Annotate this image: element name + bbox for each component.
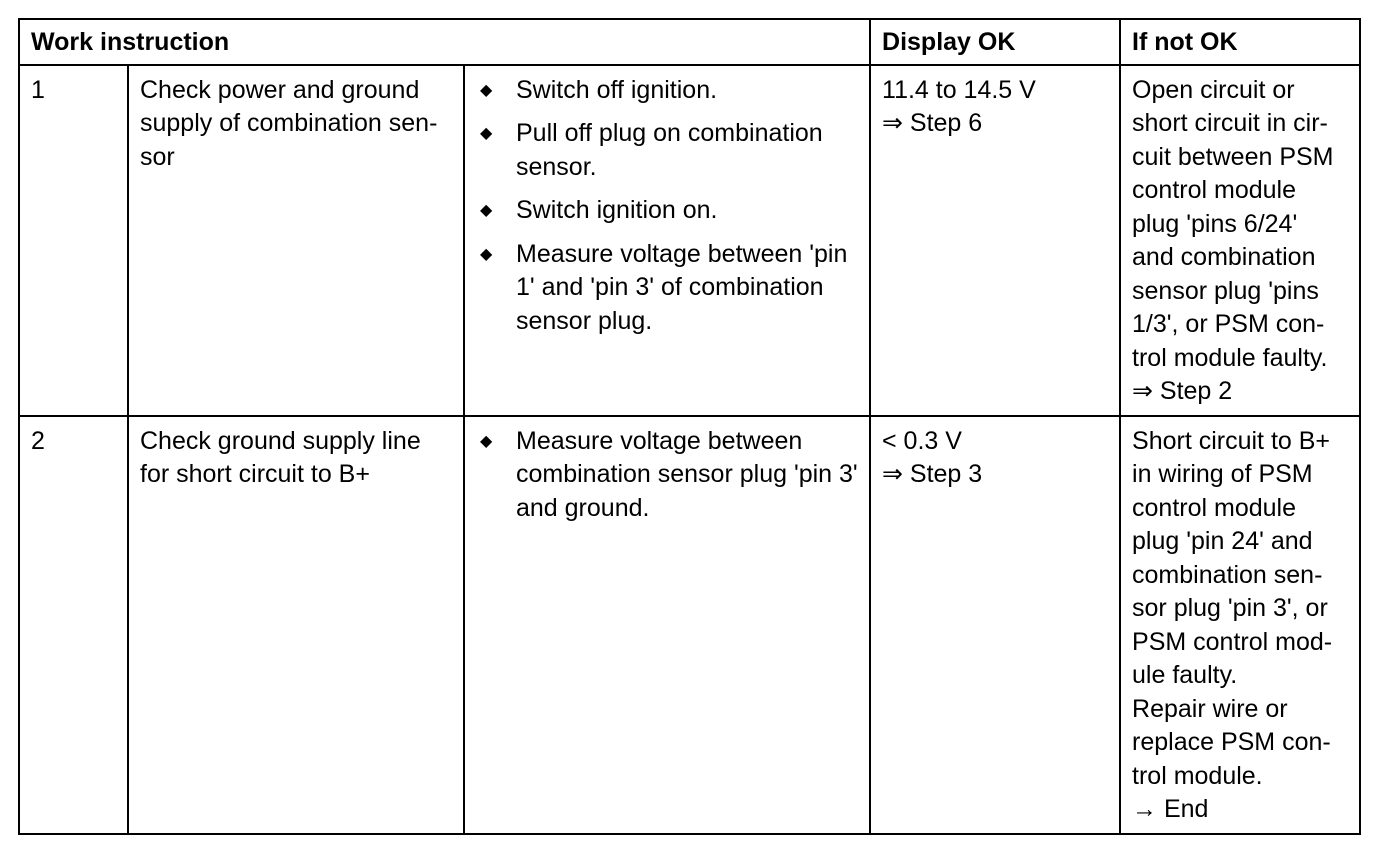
if-not-ok-next-step: → End	[1132, 795, 1209, 823]
action-text: Pull off plug on combination sensor.	[516, 119, 823, 181]
action-text: Measure voltage between combination sensor plug 'pin 3' and ground.	[516, 426, 858, 522]
step-actions	[464, 416, 870, 834]
list-item	[476, 238, 859, 339]
if-not-ok-line: trol module faulty.	[1132, 343, 1328, 372]
action-text: Measure voltage between 'pin 1' and 'pin 3' of combination sensor plug.	[516, 239, 848, 335]
if-not-ok-line: PSM control mod-	[1132, 627, 1333, 656]
action-text: Switch ignition on.	[516, 196, 718, 224]
if-not-ok-line: Short circuit to B+	[1132, 426, 1331, 455]
list-item	[476, 74, 859, 108]
if-not-ok-line: 1/3', or PSM con-	[1132, 310, 1325, 338]
diamond-bullet-icon: ◆	[480, 432, 493, 450]
display-ok-value: 11.4 to 14.5 V	[882, 75, 1036, 104]
table-header-row	[19, 19, 1360, 65]
if-not-ok-line: replace PSM con-	[1132, 728, 1331, 756]
display-ok-value: < 0.3 V	[882, 426, 962, 455]
diamond-bullet-icon: ◆	[480, 202, 493, 219]
diamond-bullet-icon: ◆	[480, 81, 493, 99]
action-text: Switch off ignition.	[516, 75, 718, 104]
table-row	[19, 416, 1360, 834]
header-display-ok: Display OK	[870, 19, 1120, 65]
list-item	[476, 117, 859, 184]
if-not-ok-line: trol module.	[1132, 761, 1263, 790]
step-description: Check power and ground supply of combination sen-sor	[128, 65, 464, 416]
display-ok-cell	[870, 416, 1120, 834]
step-description: Check ground supply line for short circuit to B+	[128, 416, 464, 834]
display-ok-next-step: ⇒ Step 6	[882, 109, 983, 137]
display-ok-cell	[870, 65, 1120, 416]
if-not-ok-cell	[1120, 416, 1360, 834]
if-not-ok-line: control module	[1132, 176, 1296, 204]
if-not-ok-line: plug 'pin 24' and	[1132, 527, 1313, 555]
header-if-not-ok: If not OK	[1120, 19, 1360, 65]
header-work-instruction: Work instruction	[19, 19, 870, 65]
if-not-ok-line: Open circuit or	[1132, 75, 1295, 104]
if-not-ok-line: ule faulty.	[1132, 661, 1238, 689]
list-item	[476, 425, 859, 526]
step-number: 1	[19, 65, 128, 416]
work-instruction-table	[18, 18, 1361, 835]
action-list	[476, 425, 859, 526]
step-actions	[464, 65, 870, 416]
if-not-ok-line: cuit between PSM	[1132, 142, 1334, 171]
if-not-ok-next-step: ⇒ Step 2	[1132, 377, 1233, 405]
list-item	[476, 194, 859, 228]
diamond-bullet-icon: ◆	[480, 245, 493, 263]
if-not-ok-cell	[1120, 65, 1360, 416]
display-ok-next-step: ⇒ Step 3	[882, 460, 983, 488]
action-list	[476, 74, 859, 339]
if-not-ok-line: combination sen-	[1132, 560, 1323, 589]
step-number: 2	[19, 416, 128, 834]
diamond-bullet-icon: ◆	[480, 125, 493, 142]
if-not-ok-line: sensor plug 'pins	[1132, 276, 1319, 305]
if-not-ok-line: in wiring of PSM	[1132, 460, 1313, 488]
if-not-ok-line: and combination	[1132, 243, 1316, 271]
table-row	[19, 65, 1360, 416]
if-not-ok-line: short circuit in cir-	[1132, 109, 1328, 137]
if-not-ok-line: Repair wire or	[1132, 694, 1288, 723]
if-not-ok-line: control module	[1132, 493, 1296, 522]
if-not-ok-line: sor plug 'pin 3', or	[1132, 594, 1328, 622]
if-not-ok-line: plug 'pins 6/24'	[1132, 209, 1298, 238]
